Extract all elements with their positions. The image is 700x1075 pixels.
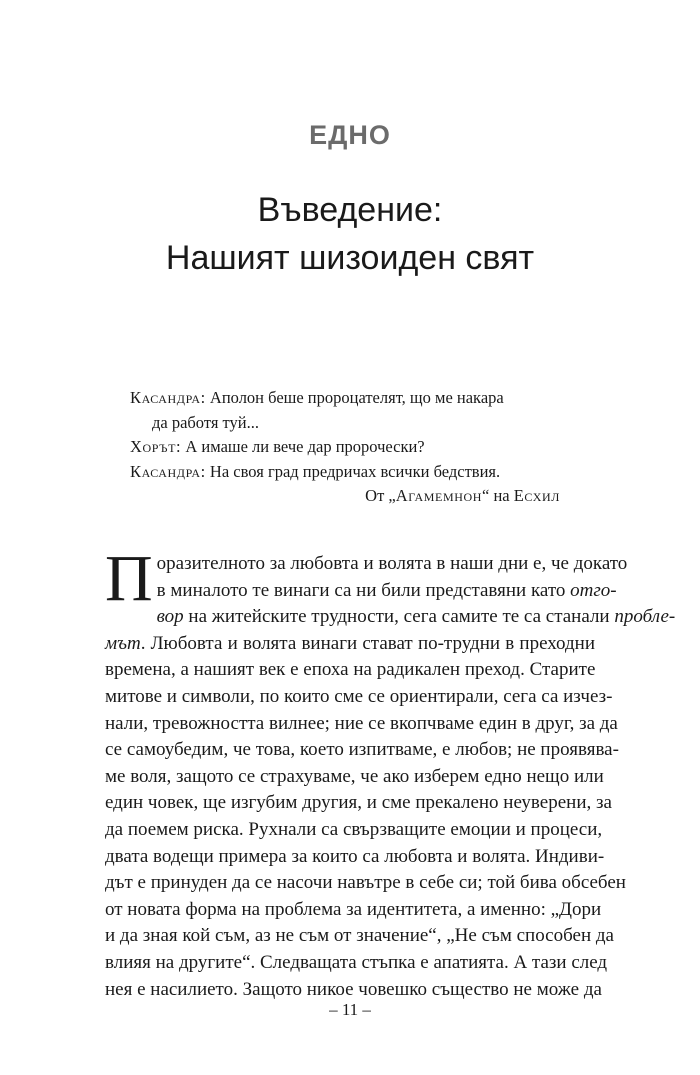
body-line: оразителното за любовта и волята в наши дни е, че докато [156, 553, 628, 574]
epigraph-line [130, 411, 562, 436]
body-line: митове и символи, по които сме се ориентирали, сега са изчез- [105, 685, 613, 707]
chapter-label: ЕДНО [309, 120, 391, 150]
body-line: и да зная кой съм, аз не съм от значение“, „Не съм способен да [105, 925, 614, 947]
body-line-emphasis: пробле- [614, 606, 676, 628]
drop-cap: П [105, 542, 153, 615]
body-line [105, 578, 617, 605]
body-line [105, 631, 595, 658]
epigraph-speaker: Хорът: [130, 437, 182, 456]
epigraph-text: На своя град предричах всички бедствия. [205, 461, 501, 481]
body-line: нея е насилието. Защото никое човешко същество не може да [105, 978, 602, 1000]
body-line: един човек, ще изгубим другия, и сме прекалено неуверени, за [105, 792, 612, 814]
epigraph-source [130, 484, 562, 509]
epigraph-line [130, 386, 562, 411]
chapter-title [0, 186, 700, 282]
body-line [105, 604, 676, 631]
body-line: дът е принуден да се насочи навътре в себе си; той бива обсебен [105, 872, 626, 894]
body-line: да поемем риска. Рухнали са свързващите емоции и процеси, [105, 818, 603, 840]
body-line: ме воля, защото се страхуваме, че ако изберем едно нещо или [105, 765, 604, 787]
body-line: двата водещи примера за които са любовта и волята. Индиви- [105, 845, 605, 867]
body-line-emphasis: вор [156, 606, 184, 628]
epigraph-line [130, 435, 562, 460]
epigraph-source-work: Агамемнон [395, 486, 483, 505]
body-line: се самоубедим, че това, което изпитваме, е любов; не проявява- [105, 739, 619, 761]
epigraph-text: Аполон беше пророцателят, що ме накара [205, 388, 504, 407]
epigraph-speaker: Касандра: [130, 388, 206, 407]
epigraph-speaker: Касандра: [130, 461, 206, 481]
chapter-title-line-2: Нашият шизоиден свят [165, 239, 535, 277]
body-line: от новата форма на проблема за идентитета, а именно: „Дори [105, 898, 602, 920]
epigraph-source-mid: “ на [482, 486, 514, 505]
body-line: времена, а нашият век е епоха на радикален преход. Старите [105, 659, 596, 681]
epigraph-source-author: Есхил [513, 486, 560, 505]
body-line-part: на житейските трудности, сега самите те са станали [183, 606, 615, 628]
body-text [105, 542, 676, 1003]
body-line: нали, тревожността вилнее; ние се вкопчваме един в друг, за да [105, 712, 618, 734]
epigraph-source-prefix: От „ [365, 486, 396, 505]
body-line-part: в миналото те винаги са ни били представяни като [156, 579, 571, 601]
body-line-emphasis: отго- [570, 579, 617, 601]
epigraph-line [130, 460, 562, 485]
epigraph-text: А имаше ли вече дар пророчески? [181, 437, 425, 456]
epigraph-text: да работя туй... [152, 412, 260, 432]
body-line-part: . Любовта и волята винаги стават по-трудни в преходни [140, 632, 595, 654]
chapter-title-line-1: Въведение: [257, 191, 443, 229]
epigraph [130, 386, 562, 509]
page-number: – 11 – [329, 1000, 371, 1019]
body-line-emphasis: мът [105, 632, 141, 654]
body-line: влияя на другите“. Следващата стъпка е апатията. А тази след [105, 951, 608, 973]
